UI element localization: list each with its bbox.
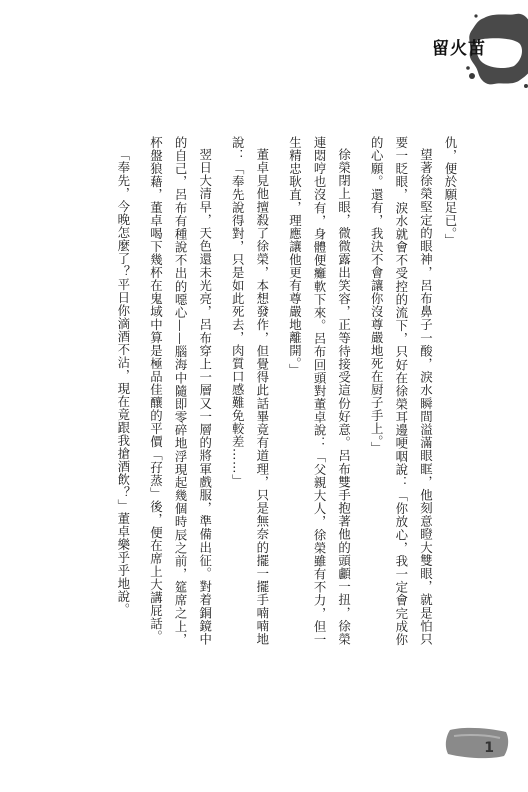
- paragraph-1: 仇，便於願足已。」: [443, 136, 458, 247]
- body-text: [64, 136, 462, 646]
- paragraph-3: 徐榮閉上眼，微微露出笑容，正等待接受這份好意。呂布雙手抱著他的頭顱一扭，徐榮連悶哼也沒有，身體便癱軟下來。呂布回頭對董卓說：「父親大人，徐榮雖有不力，但一生精忠耿直，理應讓他更有尊嚴地離開。」: [287, 136, 352, 646]
- page-number-tab: [444, 726, 510, 760]
- chapter-title: 留火苗: [432, 39, 486, 59]
- page-number: 1: [484, 740, 494, 756]
- paragraph-5: 翌日大清早，天色還未光亮，呂布穿上一層又一層的將軍戲服，準備出征。對着銅鏡中的自己，呂布有種說不出的噁心——腦海中隨即零碎地浮現起幾個時辰之前，筵席之上，杯盤狼藉，董卓喝下幾杯在鬼域中算是極品佳釀的平價「孖蒸」後，便在席上大講屁話。: [148, 136, 213, 646]
- paragraph-6: 「奉先，今晚怎麼了？平日你滴酒不沾，現在竟跟我搶酒飲？」董卓樂乎乎地說。: [115, 148, 131, 617]
- paragraph-4: 董卓見他擅殺了徐榮，本想發作，但覺得此話畢竟有道理，只是無奈的擺一擺手喃喃地說：「奉先說得對，只是如此死去，肉質口感難免較差……」: [230, 136, 270, 646]
- paragraph-2: 望著徐榮堅定的眼神，呂布鼻子一酸，淚水瞬間溢滿眼眶，他刻意瞪大雙眼，就是怕只要一眨眼，淚水就會不受控的流下，只好在徐榮耳邊哽咽說：「你放心，我一定會完成你的心願。還有，我決不會讓你沒尊嚴地死在厨子手上。」: [369, 136, 434, 646]
